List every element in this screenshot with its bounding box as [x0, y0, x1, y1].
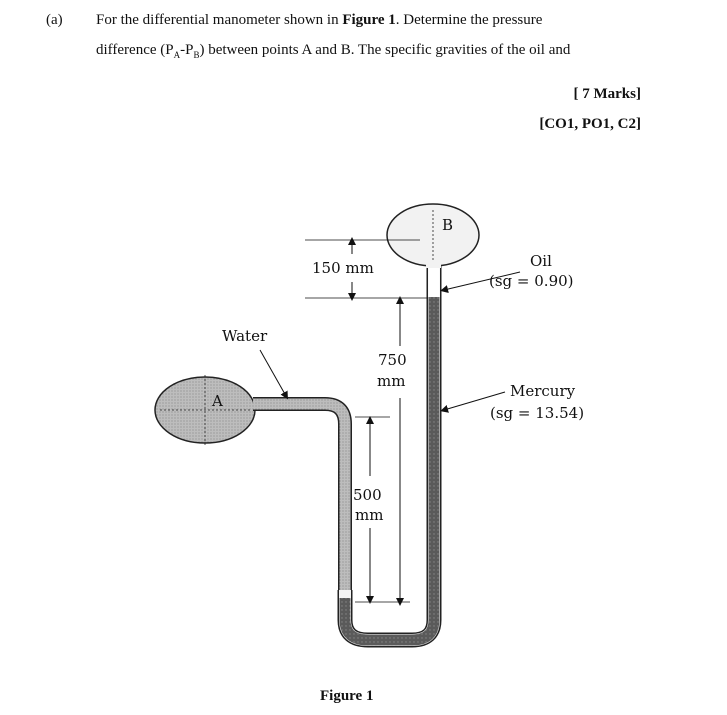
question-text: For the differential manometer shown in [96, 12, 343, 28]
dim-750-unit: mm [377, 372, 406, 390]
marks-label: [ 7 Marks] [573, 86, 641, 102]
mercury-sg-label: (sg = 13.54) [490, 404, 585, 422]
subscript-a: A [173, 50, 181, 60]
dim-500-unit: mm [355, 506, 384, 524]
figure-reference: Figure 1 [342, 12, 396, 28]
water-label: Water [222, 327, 268, 345]
course-outcome-label: [CO1, PO1, C2] [539, 116, 641, 132]
dim-150-label: 150 mm [312, 259, 374, 277]
oil-sg-label: (sg = 0.90) [489, 272, 574, 290]
point-a-label: A [212, 392, 223, 410]
figure-caption: Figure 1 [320, 688, 374, 704]
question-text: difference (P [96, 42, 174, 58]
mercury-label: Mercury [510, 382, 576, 400]
dim-750-value: 750 [378, 351, 407, 369]
question-text: -P [180, 42, 194, 58]
question-text: . Determine the pressure [395, 12, 543, 28]
oil-label: Oil [530, 252, 552, 270]
point-b-label: B [442, 216, 454, 234]
question-text: ) between points A and B. The specific gravities of the oil and [199, 42, 571, 58]
dim-500-value: 500 [353, 486, 382, 504]
subscript-b: B [193, 50, 200, 60]
question-label: (a) [46, 12, 63, 28]
